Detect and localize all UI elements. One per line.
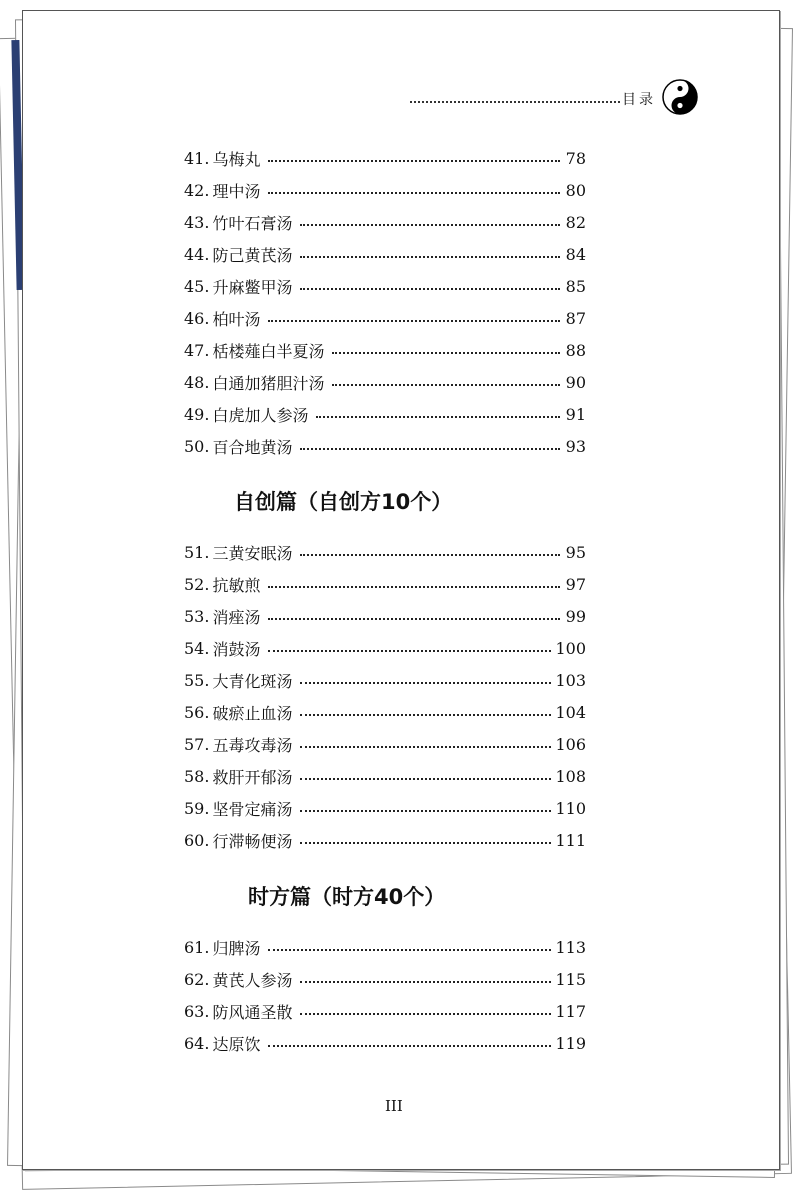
section-heading: 时方篇（时方40个）: [248, 885, 446, 909]
entry-title: 栝楼薤白半夏汤: [212, 341, 325, 361]
entry-title: 升麻鳖甲汤: [212, 277, 293, 297]
toc-entry[interactable]: [184, 732, 586, 756]
dot-leader: [300, 224, 560, 226]
entry-number: 51.: [184, 542, 210, 562]
entry-number: 53.: [184, 606, 210, 626]
dot-leader: [268, 949, 551, 951]
entry-title: 乌梅丸: [212, 149, 261, 169]
toc-entry[interactable]: [184, 604, 586, 628]
dot-leader: [300, 981, 551, 983]
toc-entry[interactable]: [184, 242, 586, 266]
entry-number: 46.: [184, 308, 210, 328]
entry-number: 57.: [184, 734, 210, 754]
toc-entry[interactable]: [184, 402, 586, 426]
entry-title: 防风通圣散: [212, 1002, 293, 1022]
entry-page: 82: [565, 212, 586, 232]
entry-number: 43.: [184, 212, 210, 232]
entry-page: 110: [555, 798, 586, 818]
entry-page: 93: [565, 436, 586, 456]
entry-page: 84: [565, 244, 586, 264]
section-heading: 自创篇（自创方10个）: [234, 490, 453, 514]
toc-entry[interactable]: [184, 636, 586, 660]
entry-page: 103: [555, 670, 586, 690]
entry-page: 100: [555, 638, 586, 658]
dot-leader: [300, 288, 560, 290]
entry-page: 88: [565, 340, 586, 360]
toc-entry[interactable]: [184, 796, 586, 820]
dot-leader: [300, 778, 551, 780]
entry-page: 91: [565, 404, 586, 424]
entry-page: 90: [565, 372, 586, 392]
entry-title: 百合地黄汤: [212, 437, 293, 457]
entry-number: 64.: [184, 1033, 210, 1053]
toc-entry[interactable]: [184, 572, 586, 596]
entry-page: 85: [565, 276, 586, 296]
entry-number: 56.: [184, 702, 210, 722]
dot-leader: [268, 160, 560, 162]
entry-page: 117: [555, 1001, 586, 1021]
entry-number: 47.: [184, 340, 210, 360]
dot-leader: [332, 352, 560, 354]
dot-leader: [268, 192, 560, 194]
dot-leader: [268, 586, 560, 588]
entry-page: 108: [555, 766, 586, 786]
entry-number: 58.: [184, 766, 210, 786]
entry-title: 白通加猪胆汁汤: [212, 373, 325, 393]
dot-leader: [300, 448, 560, 450]
entry-title: 三黄安眠汤: [212, 543, 293, 563]
entry-title: 五毒攻毒汤: [212, 735, 293, 755]
dot-leader: [300, 1013, 551, 1015]
entry-page: 113: [555, 937, 586, 957]
dot-leader: [316, 416, 560, 418]
header-title: 目录: [622, 92, 656, 108]
entry-title: 理中汤: [212, 181, 261, 201]
entry-title: 柏叶汤: [212, 309, 261, 329]
entry-page: 97: [565, 574, 586, 594]
entry-page: 104: [555, 702, 586, 722]
entry-title: 消痤汤: [212, 607, 261, 627]
entry-number: 63.: [184, 1001, 210, 1021]
toc-entry[interactable]: [184, 178, 586, 202]
toc-entry[interactable]: [184, 967, 586, 991]
entry-number: 48.: [184, 372, 210, 392]
entry-number: 41.: [184, 148, 210, 168]
entry-number: 60.: [184, 830, 210, 850]
dot-leader: [300, 554, 560, 556]
entry-title: 白虎加人参汤: [212, 405, 309, 425]
toc-entry[interactable]: [184, 764, 586, 788]
entry-number: 62.: [184, 969, 210, 989]
entry-number: 50.: [184, 436, 210, 456]
dot-leader: [268, 618, 560, 620]
dot-leader: [300, 682, 551, 684]
toc-entry[interactable]: [184, 1031, 586, 1055]
dot-leader: [268, 1045, 551, 1047]
entry-title: 坚骨定痛汤: [212, 799, 293, 819]
entry-title: 救肝开郁汤: [212, 767, 293, 787]
entry-number: 52.: [184, 574, 210, 594]
toc-entry[interactable]: [184, 146, 586, 170]
entry-number: 44.: [184, 244, 210, 264]
entry-page: 78: [565, 148, 586, 168]
entry-number: 61.: [184, 937, 210, 957]
page-number: III: [385, 1097, 403, 1115]
toc-entry[interactable]: [184, 828, 586, 852]
entry-title: 黄芪人参汤: [212, 970, 293, 990]
yin-yang-icon: [662, 79, 698, 115]
entry-page: 119: [555, 1033, 586, 1053]
entry-number: 59.: [184, 798, 210, 818]
entry-page: 99: [565, 606, 586, 626]
toc-entry[interactable]: [184, 700, 586, 724]
entry-page: 106: [555, 734, 586, 754]
dot-leader: [268, 650, 551, 652]
dot-leader: [300, 746, 551, 748]
entry-title: 抗敏煎: [212, 575, 261, 595]
dot-leader: [300, 256, 560, 258]
entry-title: 破瘀止血汤: [212, 703, 293, 723]
dot-leader: [300, 714, 551, 716]
header-leader: [410, 89, 620, 103]
entry-page: 95: [565, 542, 586, 562]
toc-entry[interactable]: [184, 999, 586, 1023]
entry-title: 消鼓汤: [212, 639, 261, 659]
entry-number: 54.: [184, 638, 210, 658]
toc-entry[interactable]: [184, 935, 586, 959]
toc-entry[interactable]: [184, 370, 586, 394]
dot-leader: [300, 842, 551, 844]
entry-title: 竹叶石膏汤: [212, 213, 293, 233]
entry-title: 达原饮: [212, 1034, 261, 1054]
toc-entry[interactable]: [184, 540, 586, 564]
dot-leader: [332, 384, 560, 386]
entry-title: 行滞畅便汤: [212, 831, 293, 851]
entry-title: 归脾汤: [212, 938, 261, 958]
dot-leader: [268, 320, 560, 322]
toc-entry[interactable]: [184, 210, 586, 234]
entry-page: 115: [555, 969, 586, 989]
toc-entry[interactable]: [184, 274, 586, 298]
entry-number: 55.: [184, 670, 210, 690]
entry-number: 42.: [184, 180, 210, 200]
dot-leader: [300, 810, 551, 812]
toc-entry[interactable]: [184, 434, 586, 458]
entry-number: 45.: [184, 276, 210, 296]
entry-page: 87: [565, 308, 586, 328]
entry-title: 大青化斑汤: [212, 671, 293, 691]
entry-page: 80: [565, 180, 586, 200]
entry-page: 111: [555, 830, 586, 850]
toc-entry[interactable]: [184, 338, 586, 362]
entry-title: 防己黄芪汤: [212, 245, 293, 265]
toc-entry[interactable]: [184, 668, 586, 692]
toc-entry[interactable]: [184, 306, 586, 330]
entry-number: 49.: [184, 404, 210, 424]
